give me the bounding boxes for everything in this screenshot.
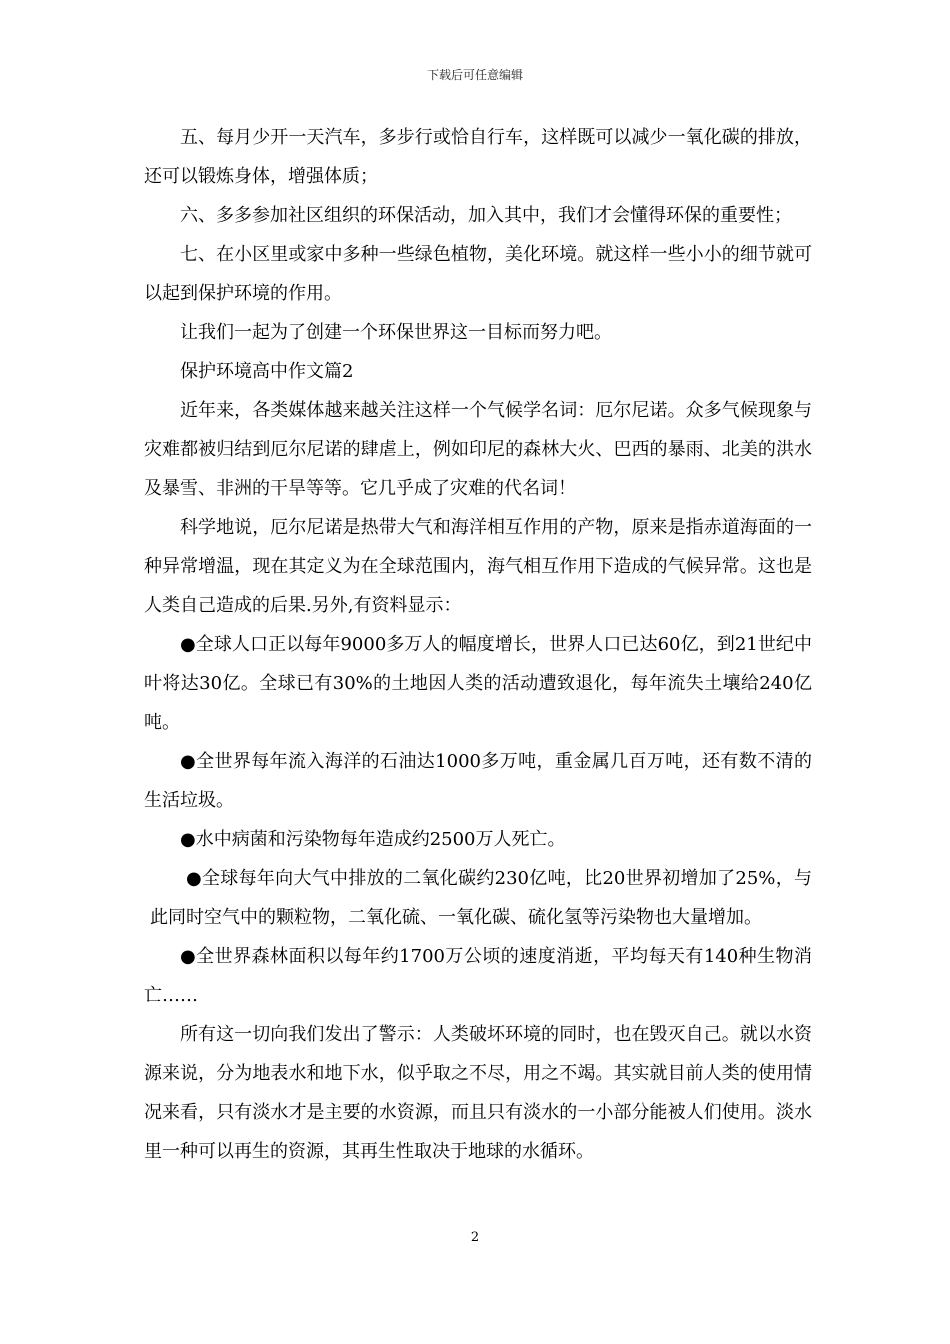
page-header: 下载后可任意编辑 <box>426 68 523 82</box>
paragraph-closing: 让我们一起为了创建一个环保世界这一目标而努力吧。 <box>180 322 612 343</box>
bullet-carbon-dioxide: ●全球每年向大气中排放的二氧化碳约230亿吨，比20世界初增加了25%，与此同时空气中的颗粒物，二氧化硫、一氧化碳、硫化氢等污染物也大量增加。 <box>150 868 812 928</box>
paragraph-water-resources: 所有这一切向我们发出了警示：人类破坏环境的同时，也在毁灭自己。就以水资源来说，分为地表水和地下水，似乎取之不尽，用之不竭。其实就目前人类的使用情况来看，只有淡水才是主要的水资源，而且只有淡水的一小部分能被人们使用。淡水里一种可以再生的资源，其再生性取决于地球的水循环。 <box>144 1024 812 1162</box>
paragraph-tip-5: 五、每月少开一天汽车，多步行或恰自行车，这样既可以减少一氧化碳的排放，还可以锻炼身体，增强体质； <box>144 127 812 187</box>
paragraph-el-nino-science: 科学地说，厄尔尼诺是热带大气和海洋相互作用的产物，原来是指赤道海面的一种异常增温，现在其定义为在全球范围内，海气相互作用下造成的气候异常。这也是人类自己造成的后果.另外,有资料显示： <box>144 517 812 616</box>
section-heading: 保护环境高中作文篇2 <box>180 361 354 382</box>
paragraph-tip-7: 七、在小区里或家中多种一些绿色植物，美化环境。就这样一些小小的细节就可以起到保护环境的作用。 <box>144 244 812 304</box>
paragraph-el-nino-intro: 近年来，各类媒体越来越关注这样一个气候学名词：厄尔尼诺。众多气候现象与灾难都被归结到厄尔尼诺的肆虐上，例如印尼的森林大火、巴西的暴雨、北美的洪水及暴雪、非洲的干旱等等。它几乎成了灾难的代名词！ <box>144 400 812 499</box>
bullet-ocean-oil: ●全世界每年流入海洋的石油达1000多万吨，重金属几百万吨，还有数不清的生活垃圾。 <box>144 751 812 811</box>
bullet-population: ●全球人口正以每年9000多万人的幅度增长，世界人口已达60亿，到21世纪中叶将达30亿。全球已有30%的土地因人类的活动遭致退化，每年流失土壤给240亿吨。 <box>144 634 812 733</box>
bullet-forest: ●全世界森林面积以每年约1700万公顷的速度消逝，平均每天有140种生物消亡…… <box>144 946 812 1006</box>
paragraph-tip-6: 六、多多参加社区组织的环保活动，加入其中，我们才会懂得环保的重要性； <box>180 205 792 226</box>
page-number: 2 <box>470 1230 480 1245</box>
bullet-water-disease: ●水中病菌和污染物每年造成约2500万人死亡。 <box>180 829 566 850</box>
document-body <box>144 118 812 1171</box>
